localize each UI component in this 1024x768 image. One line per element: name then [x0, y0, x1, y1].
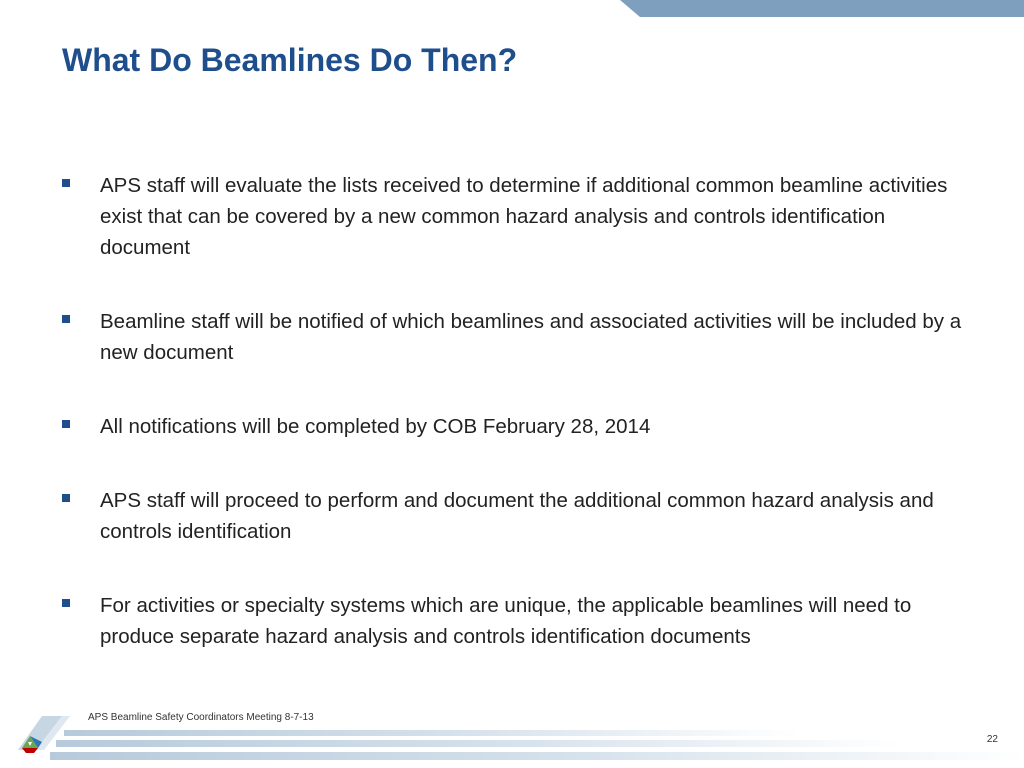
bullet-list: [62, 170, 962, 695]
bullet-text: Beamline staff will be notified of which beamlines and associated activities will be included by a new document: [100, 310, 962, 364]
footer-stripe: [50, 752, 1024, 760]
bullet-item: [62, 485, 962, 547]
bullet-item: [62, 170, 962, 263]
bullet-text: APS staff will proceed to perform and document the additional common hazard analysis and controls identification: [100, 489, 934, 543]
footer-stripe: [64, 730, 800, 736]
top-decorative-band: [0, 0, 1024, 20]
bullet-text: For activities or specialty systems which are unique, the applicable beamlines will need to produce separate hazard analysis and controls identification documents: [100, 594, 912, 648]
square-bullet-icon: [62, 494, 70, 502]
bullet-item: [62, 590, 962, 652]
square-bullet-icon: [62, 420, 70, 428]
slide-title: What Do Beamlines Do Then?: [62, 42, 518, 78]
bullet-text: APS staff will evaluate the lists received to determine if additional common beamline activities exist that can be covered by a new common hazard analysis and controls identification document: [100, 174, 948, 259]
square-bullet-icon: [62, 315, 70, 323]
square-bullet-icon: [62, 179, 70, 187]
page-number: 22: [986, 734, 998, 745]
square-bullet-icon: [62, 599, 70, 607]
bullet-item: [62, 411, 962, 442]
footer-stripe: [56, 740, 900, 747]
bullet-item: [62, 306, 962, 368]
top-band-shape: [620, 0, 1024, 17]
bullet-text: All notifications will be completed by COB February 28, 2014: [100, 415, 651, 438]
footer-meeting-label: APS Beamline Safety Coordinators Meeting 8-7-13: [88, 712, 314, 723]
